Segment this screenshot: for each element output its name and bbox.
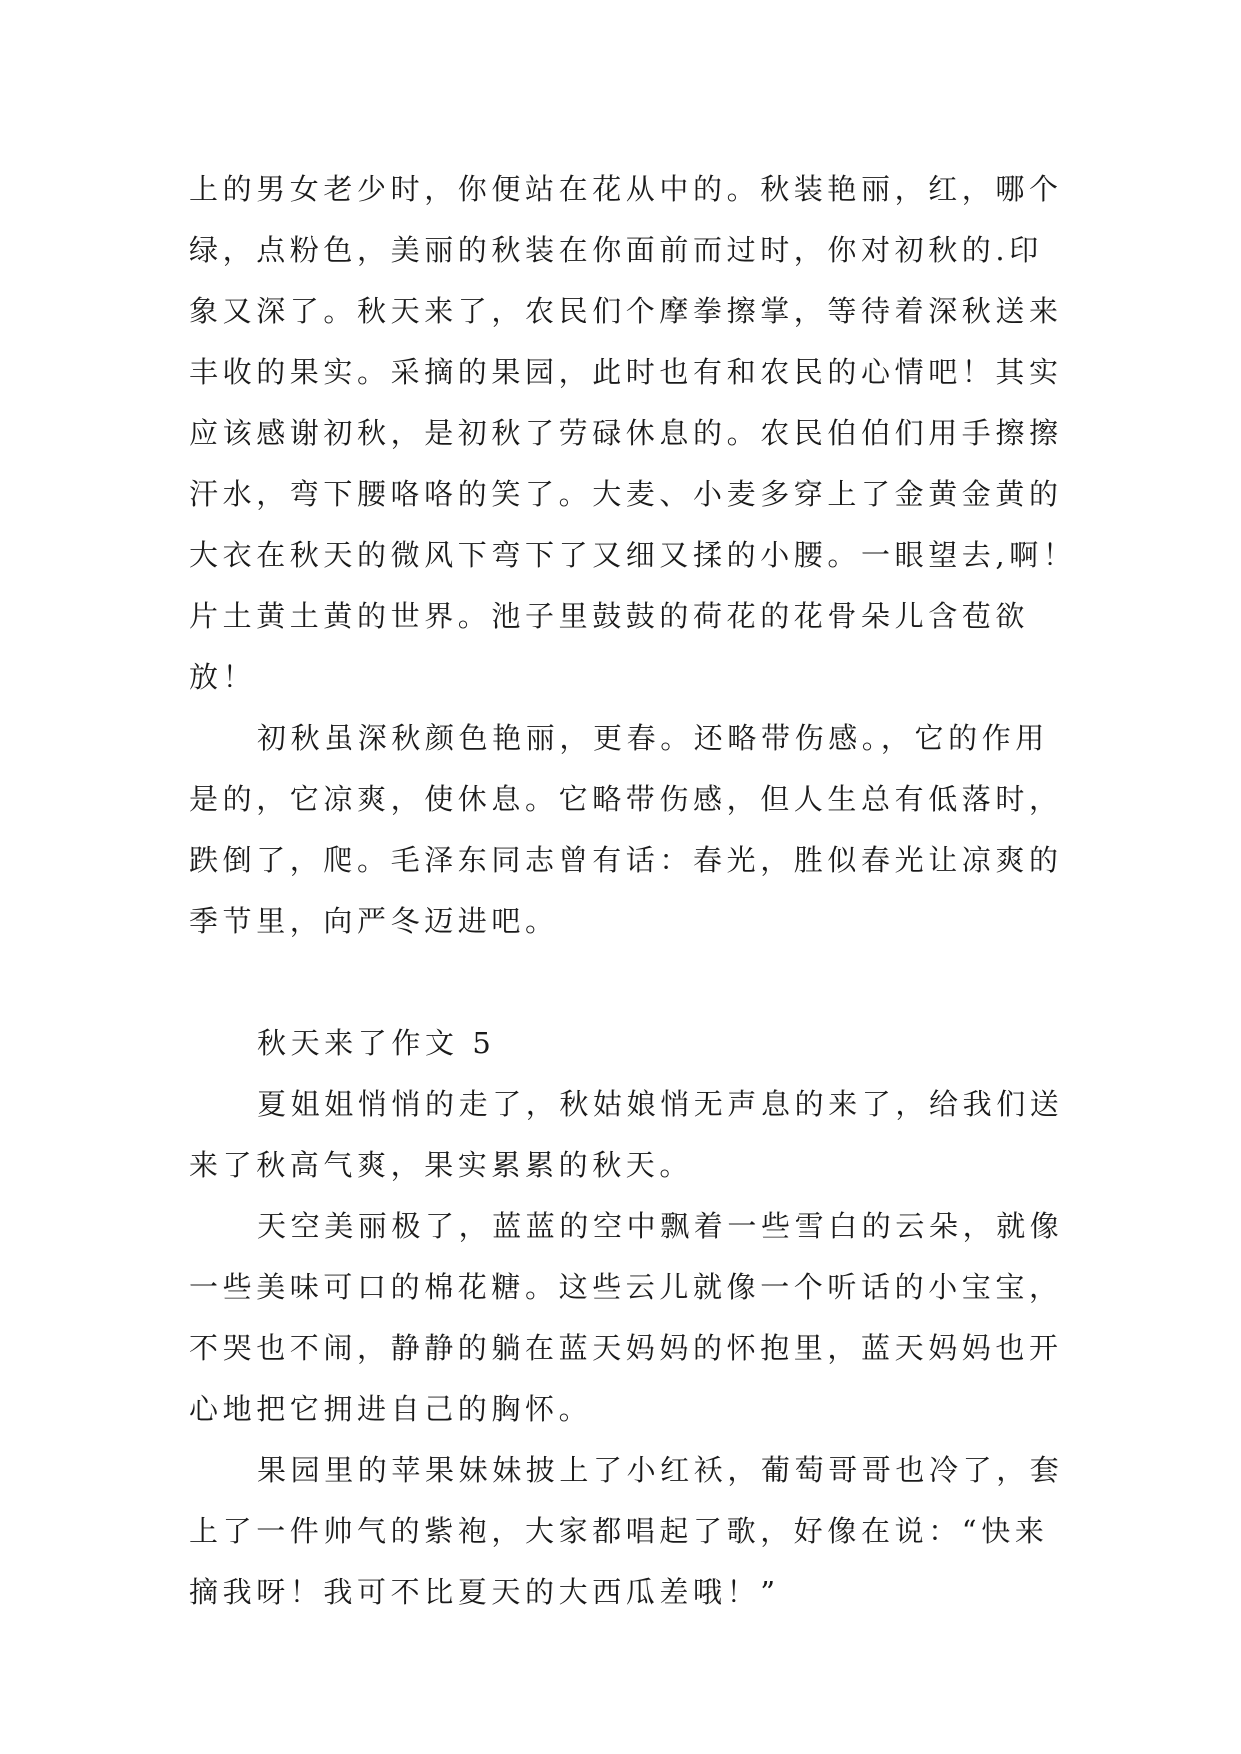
section-spacer [189, 952, 1051, 1013]
document-body [189, 159, 1077, 1623]
text-line: 丰收的果实。采摘的果园，此时也有和农民的心情吧！其实 [189, 355, 1063, 389]
text-line: 果园里的苹果妹妹披上了小红袄，葡萄哥哥也冷了，套 [257, 1453, 1064, 1487]
text-line: 大衣在秋天的微风下弯下了又细又揉的小腰。一眼望去,啊！ [189, 538, 1077, 572]
paragraph [189, 1440, 1064, 1623]
text-line: 不哭也不闹，静静的躺在蓝天妈妈的怀抱里，蓝天妈妈也开 [189, 1331, 1063, 1365]
paragraph [189, 1196, 1064, 1440]
text-line: 天空美丽极了，蓝蓝的空中飘着一些雪白的云朵，就像 [257, 1209, 1064, 1243]
section-title: 秋天来了作文 5 [257, 1026, 496, 1060]
text-line: 汗水，弯下腰咯咯的笑了。大麦、小麦多穿上了金黄金黄的 [189, 477, 1063, 511]
text-line: 象又深了。秋天来了，农民们个摩拳擦掌，等待着深秋送来 [189, 294, 1063, 328]
paragraph [189, 708, 1063, 952]
text-line: 摘我呀！我可不比夏天的大西瓜差哦！” [189, 1575, 780, 1609]
paragraph [189, 1074, 1064, 1196]
text-line: 上的男女老少时，你便站在花从中的。秋装艳丽，红，哪个 [189, 172, 1063, 206]
text-line: 是的，它凉爽，使休息。它略带伤感，但人生总有低落时， [189, 782, 1063, 816]
text-line: 跌倒了，爬。毛泽东同志曾有话：春光，胜似春光让凉爽的 [189, 843, 1063, 877]
text-line: 来了秋高气爽，果实累累的秋天。 [189, 1148, 694, 1182]
text-line: 心地把它拥进自己的胸怀。 [189, 1392, 593, 1426]
text-line: 上了一件帅气的紫袍，大家都唱起了歌，好像在说：“快来 [189, 1514, 1049, 1548]
text-line: 放！ [189, 660, 257, 694]
text-line: 片土黄土黄的世界。池子里鼓鼓的荷花的花骨朵儿含苞欲 [189, 599, 1030, 633]
paragraph [189, 159, 1077, 708]
text-line: 季节里，向严冬迈进吧。 [189, 904, 559, 938]
text-line: 绿，点粉色，美丽的秋装在你面前而过时，你对初秋的.印 [189, 233, 1043, 267]
text-line: 一些美味可口的棉花糖。这些云儿就像一个听话的小宝宝， [189, 1270, 1063, 1304]
text-line: 夏姐姐悄悄的走了，秋姑娘悄无声息的来了，给我们送 [257, 1087, 1064, 1121]
text-line: 应该感谢初秋，是初秋了劳碌休息的。农民伯伯们用手擦擦 [189, 416, 1063, 450]
text-line: 初秋虽深秋颜色艳丽，更春。还略带伤感。，它的作用 [257, 721, 1049, 755]
